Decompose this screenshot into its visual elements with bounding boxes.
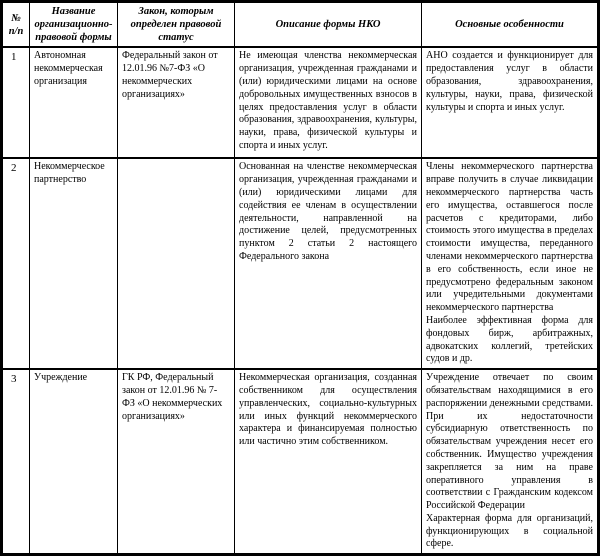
form-description: Некоммерческая организация, созданная собственником для осуществления управленческих, социально-культурных или иных функций некоммерческого характера и финансируемая полностью или частично этим собственником. (235, 369, 422, 555)
table-row (2, 158, 599, 369)
header-key-features: Основные особенности (422, 2, 599, 48)
key-features (422, 369, 599, 555)
feature-paragraph: АНО создается и функционирует для предоставления услуг в области образования, здравоохранения, культуры, науки, права, физической культуры и спорта и иных услуг. (426, 50, 593, 113)
header-form-description: Описание формы НКО (235, 2, 422, 48)
org-form-name: Автономная некоммерческая организация (30, 47, 118, 158)
law-status: ГК РФ, Федеральный закон от 12.01.96 № 7-ФЗ «О некоммерческих организациях» (118, 369, 235, 555)
row-number: 3 (2, 369, 30, 555)
key-features (422, 158, 599, 369)
table-row (2, 369, 599, 555)
law-status: Федеральный закон от 12.01.96 №7-ФЗ «О некоммерческих организациях» (118, 47, 235, 158)
key-features (422, 47, 599, 158)
row-number: 2 (2, 158, 30, 369)
row-number: 1 (2, 47, 30, 158)
feature-paragraph: Характерная форма для организаций, функционирующих в социальной сфере. (426, 512, 593, 550)
table-row (2, 47, 599, 158)
header-law-status: Закон, которым определен правовой статус (118, 2, 235, 48)
header-row (2, 2, 599, 48)
table-header (2, 2, 599, 48)
org-form-name: Учреждение (30, 369, 118, 555)
form-description: Не имеющая членства некоммерческая организация, учрежденная гражданами и (или) юридическими лицами на основе добровольных имущественных взносов в целях предоставления услуг в области образования, здравоохранения, культуры, науки, права, физической культуры и спорта и иных услуг. (235, 47, 422, 158)
feature-paragraph: Учреждение отвечает по своим обязательствам находящимися в его распоряжении денежными средствами. При их недостаточности субсидиарную ответственность по обязательствам учреждения несет его собственник. Имущество учреждения закрепляется за ним на праве оперативного управления в соответствии с Гражданским кодексом Российской Федерации (426, 372, 593, 512)
law-status (118, 158, 235, 369)
feature-paragraph: Наиболее эффективная форма для фондовых бирж, арбитражных, адвокатских коллегий, третейских судов и др. (426, 314, 593, 365)
feature-paragraph: Члены некоммерческого партнерства вправе получить в случае ликвидации некоммерческого партнерства часть его имущества, оставшегося после расчетов с кредиторами, либо стоимость этого имущества в пределах стоимости имущества, переданного членами некоммерческого партнерства в его собственность, если иное не предусмотрено федеральным законом или учредительными документами некоммерческого партнерства (426, 161, 593, 314)
table-body (2, 47, 599, 554)
form-description: Основанная на членстве некоммерческая организация, учрежденная гражданами и (или) юридическими лицами для содействия ее членам в осуществлении деятельности, направленной на достижение целей, предусмотренных пунктом 2 статьи 2 настоящего Федерального закона (235, 158, 422, 369)
header-number: № п/п (2, 2, 30, 48)
org-form-name: Некоммерческое партнерство (30, 158, 118, 369)
header-org-form-name: Название организационно-правовой формы (30, 2, 118, 48)
